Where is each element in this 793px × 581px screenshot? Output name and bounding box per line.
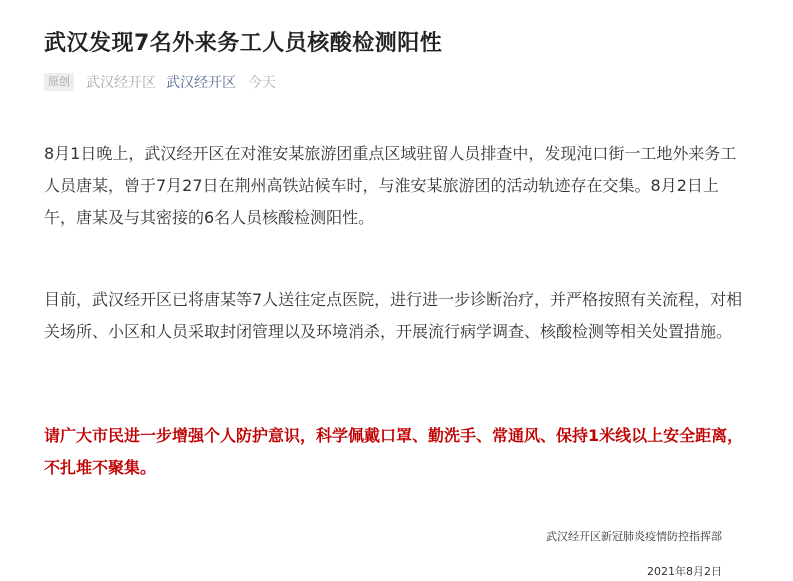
- account-link[interactable]: 武汉经开区: [166, 75, 236, 91]
- author-name: 武汉经开区: [86, 75, 156, 91]
- paragraph-2: 目前，武汉经开区已将唐某等7人送往定点医院，进行进一步诊断治疗，并严格按照有关流程，对相关场所、小区和人员采取封闭管理以及环境消杀，开展流行病学调查、核酸检测等相关处置措施。: [44, 290, 743, 341]
- signature-organization: 武汉经开区新冠肺炎疫情防控指挥部: [546, 530, 722, 543]
- article-meta: [44, 71, 276, 93]
- paragraph-1: 8月1日晚上，武汉经开区在对淮安某旅游团重点区域驻留人员排查中，发现沌口街一工地外来务工人员唐某，曾于7月27日在荆州高铁站候车时，与淮安某旅游团的活动轨迹存在交集。8月2日上午，唐某及与其密接的6名人员核酸检测阳性。: [44, 144, 737, 227]
- article-title: 武汉发现7名外来务工人员核酸检测阳性: [44, 31, 443, 56]
- signature-date: 2021年8月2日: [647, 565, 722, 578]
- public-notice: 请广大市民进一步增强个人防护意识，科学佩戴口罩、勤洗手、常通风、保持1米线以上安全距离，不扎堆不聚集。: [44, 426, 744, 477]
- original-badge: 原创: [44, 73, 74, 91]
- publish-date: 今天: [248, 75, 276, 91]
